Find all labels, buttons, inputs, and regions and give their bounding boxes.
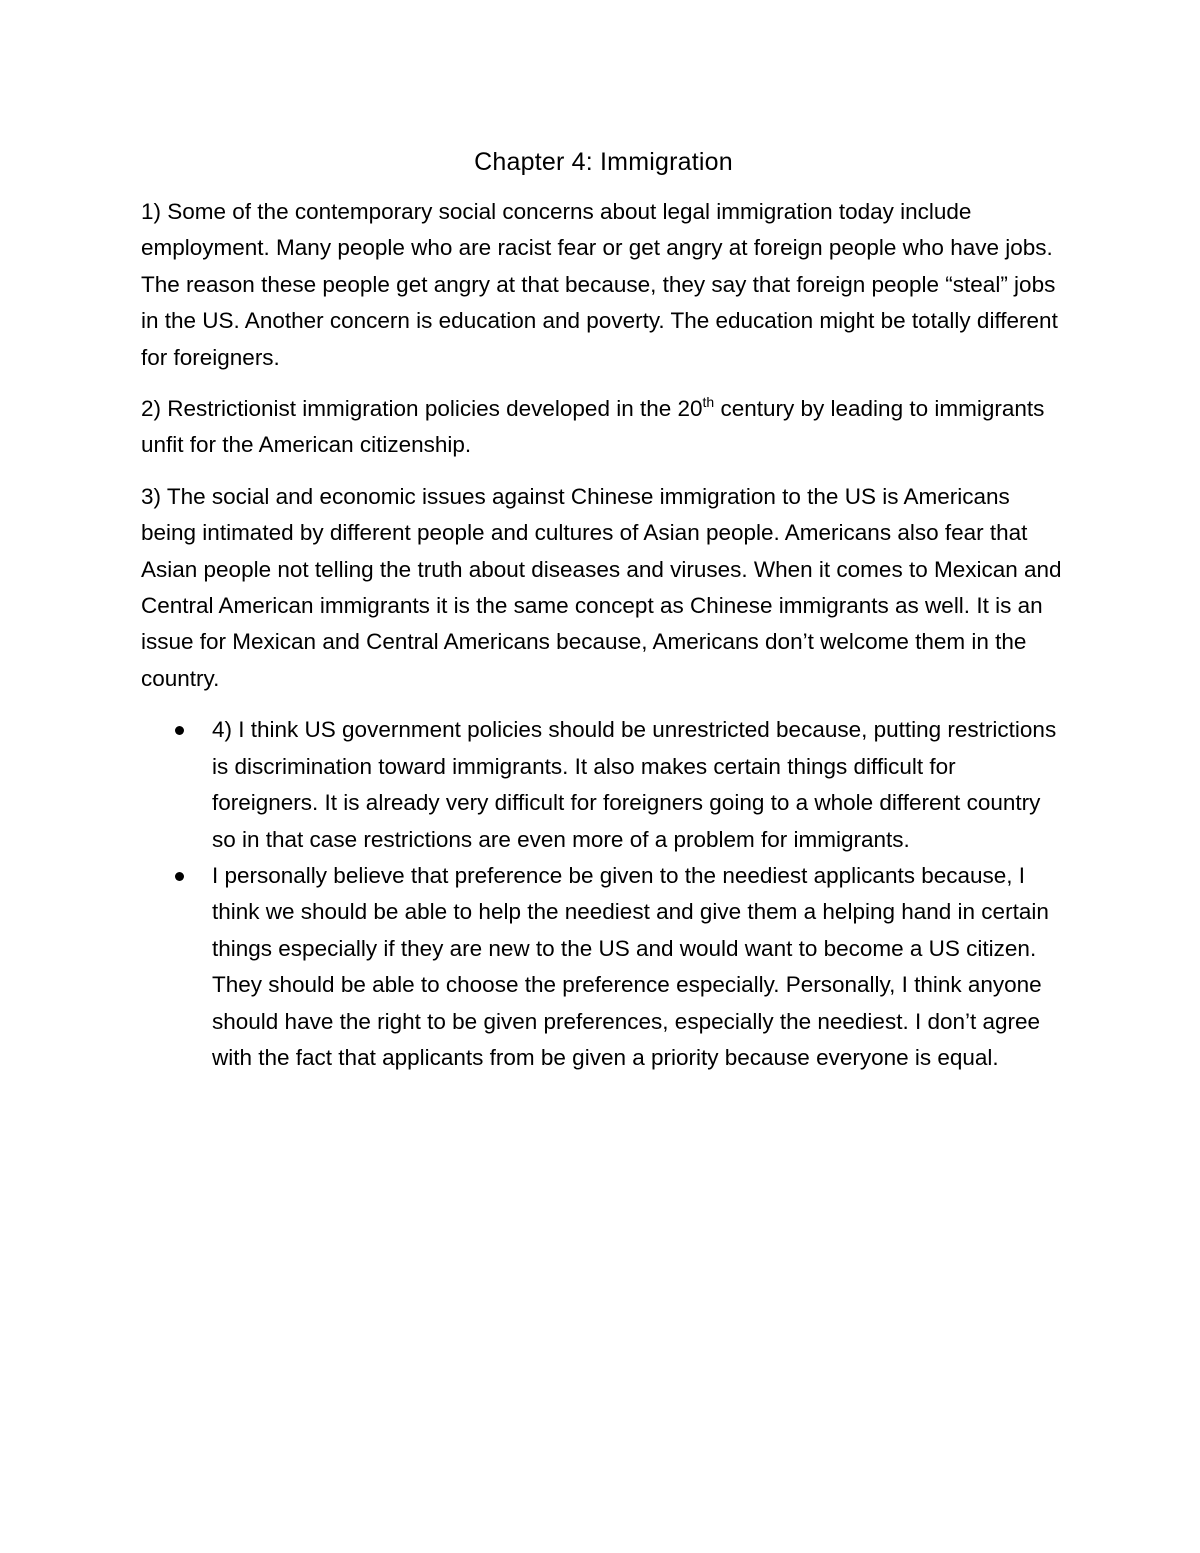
document-title: Chapter 4: Immigration xyxy=(474,148,733,176)
paragraph-2 xyxy=(141,391,1066,464)
bullet-text: I personally believe that preference be given to the neediest applicants because, I think we should be able to help the neediest and give them a helping hand in certain things especially if they are new to the US and would want to become a US citizen. They should be able to choose the preference especially. Personally, I think anyone should have the right to be given preferences, especially the neediest. I don’t agree with the fact that applicants from be given a priority because everyone is equal. xyxy=(212,862,1049,1070)
bullet-dot-icon xyxy=(175,726,184,735)
bullet-item xyxy=(141,712,1066,858)
paragraph-3: 3) The social and economic issues against Chinese immigration to the US is Americans being intimated by different people and cultures of Asian people. Americans also fear that Asian people not telling the truth about diseases and viruses. When it comes to Mexican and Central American immigrants it is the same concept as Chinese immigrants as well. It is an issue for Mexican and Central Americans because, Americans don’t welcome them in the country. xyxy=(141,483,1062,691)
bullet-list xyxy=(141,712,1066,1076)
ordinal-superscript: th xyxy=(702,394,715,411)
paragraph-2-text-after: century by leading to immigrants unfit for the American citizenship. xyxy=(141,396,1045,458)
bullet-text: 4) I think US government policies should be unrestricted because, putting restrictions is discrimination toward immigrants. It also makes certain things difficult for foreigners. It is already very difficult for foreigners going to a whole different country so in that case restrictions are even more of a problem for immigrants. xyxy=(212,717,1057,852)
paragraph-2-text-before: 2) Restrictionist immigration policies developed in the 20 xyxy=(141,396,703,422)
document-body xyxy=(141,140,1066,1076)
bullet-item xyxy=(141,858,1066,1076)
paragraph-1: 1) Some of the contemporary social concerns about legal immigration today include employment. Many people who are racist fear or get angry at foreign people who have jobs. The reason these people get angry at that because, they say that foreign people “steal” jobs in the US. Another concern is education and poverty. The education might be totally different for foreigners. xyxy=(141,199,1058,370)
bullet-dot-icon xyxy=(175,872,184,881)
